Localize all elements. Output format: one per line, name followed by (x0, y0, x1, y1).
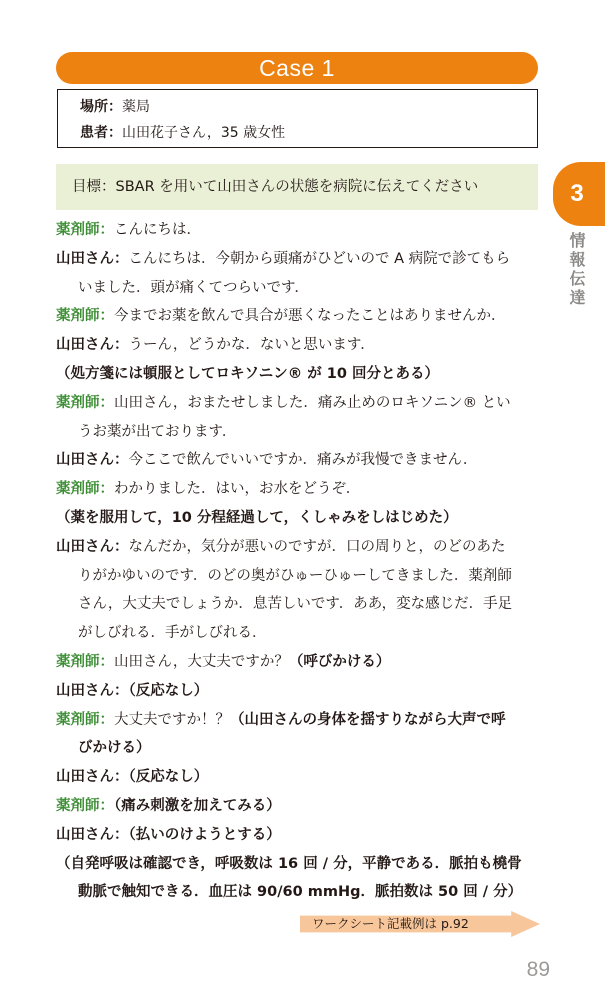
line-text: こんにちは．今朝から頭痛がひどいので A 病院で診てもら (128, 250, 511, 267)
line-continuation: うお薬が出ております． (78, 423, 237, 440)
case-info-box (57, 89, 538, 148)
place-value: 薬局 (122, 99, 150, 115)
speaker-patient: 山田さん： (56, 452, 129, 469)
dialogue-line (56, 389, 546, 418)
line-text: 大丈夫ですか！？ (114, 711, 230, 728)
dialogue-line (56, 706, 546, 735)
speaker-pharmacist: 薬剤師： (56, 394, 114, 411)
patient-row (80, 120, 537, 146)
line-text: うーん，どうかな．ないと思います． (128, 337, 375, 354)
line-text: わかりました．はい，お水をどうぞ． (114, 481, 361, 498)
speaker-pharmacist: 薬剤師： (56, 653, 114, 670)
place-label: 場所： (80, 99, 122, 115)
place-row (80, 94, 537, 120)
narration-note: （自発呼吸は確認でき，呼吸数は 16 回 / 分，平静である．脈拍も橈骨 (56, 855, 522, 872)
chapter-number: 3 (570, 180, 584, 207)
dialogue (56, 216, 546, 907)
speaker-pharmacist: 薬剤師： (56, 222, 114, 238)
dialogue-line (56, 216, 546, 245)
goal-box: 目標：SBAR を用いて山田さんの状態を病院に伝えてください (56, 164, 538, 210)
patient-label: 患者： (80, 125, 122, 141)
speaker-pharmacist: 薬剤師： (56, 308, 114, 325)
stage-direction: （払いのけようとする） (128, 826, 281, 843)
stage-direction: （反応なし） (128, 682, 209, 699)
dialogue-line (56, 533, 546, 562)
line-continuation: りがかゆいのです．のどの奥がひゅーひゅーしてきました．薬剤師 (78, 567, 512, 584)
chapter-title: 情報伝達 (567, 232, 586, 308)
speaker-patient: 山田さん： (56, 682, 129, 699)
stage-direction: （山田さんの身体を揺すりながら大声で呼 (230, 711, 506, 728)
dialogue-line (56, 245, 546, 274)
speaker-patient: 山田さん： (56, 337, 129, 354)
case-title-banner: Case 1 (56, 52, 538, 84)
dialogue-line (56, 475, 546, 504)
dialogue-line (56, 648, 546, 677)
patient-value: 山田花子さん，35 歳女性 (122, 125, 286, 141)
dialogue-line (56, 763, 546, 792)
line-continuation: 動脈で触知できる．血圧は 90/60 mmHg．脈拍数は 50 回 / 分） (78, 884, 523, 901)
page-number: 89 (526, 958, 550, 981)
dialogue-line (56, 331, 546, 360)
dialogue-line (56, 821, 546, 850)
speaker-patient: 山田さん： (56, 538, 129, 555)
worksheet-reference: ワークシート記載例は p.92 (312, 916, 469, 931)
stage-direction: （呼びかける） (288, 653, 391, 670)
line-continuation: びかける） (78, 740, 151, 757)
speaker-patient: 山田さん： (56, 826, 129, 843)
dialogue-line (56, 677, 546, 706)
speaker-pharmacist: 薬剤師： (56, 711, 114, 728)
line-text: なんだか，気分が悪いのですが．口の周りと，のどのあた (128, 538, 506, 555)
stage-direction: （痛み刺激を加えてみる） (114, 797, 281, 814)
line-text: 今までお薬を飲んで具合が悪くなったことはありませんか． (114, 308, 506, 325)
line-continuation: さん，大丈夫でしょうか．息苦しいです．ああ，変な感じだ．手足 (78, 596, 513, 613)
line-text: 山田さん，おまたせしました．痛み止めのロキソニン® とい (114, 394, 511, 411)
line-text: こんにちは． (114, 222, 201, 238)
line-text: 今ここで飲んでいいですか．痛みが我慢できません． (128, 452, 478, 469)
stage-direction: （反応なし） (128, 769, 209, 786)
dialogue-line (56, 302, 546, 331)
speaker-pharmacist: 薬剤師： (56, 481, 114, 498)
dialogue-line (56, 446, 546, 475)
narration-note: （薬を服用して，10 分程経過して，くしゃみをしはじめた） (56, 509, 458, 526)
line-continuation: いました．頭が痛くてつらいです． (78, 279, 309, 296)
speaker-patient: 山田さん： (56, 250, 129, 267)
speaker-pharmacist: 薬剤師： (56, 797, 114, 814)
line-text: 山田さん，大丈夫ですか？ (114, 653, 289, 670)
narration-note: （処方箋には頓服としてロキソニン® が 10 回分とある） (56, 365, 440, 382)
line-continuation: がしびれる．手がしびれる． (78, 625, 267, 642)
speaker-patient: 山田さん： (56, 769, 129, 786)
dialogue-line (56, 792, 546, 821)
